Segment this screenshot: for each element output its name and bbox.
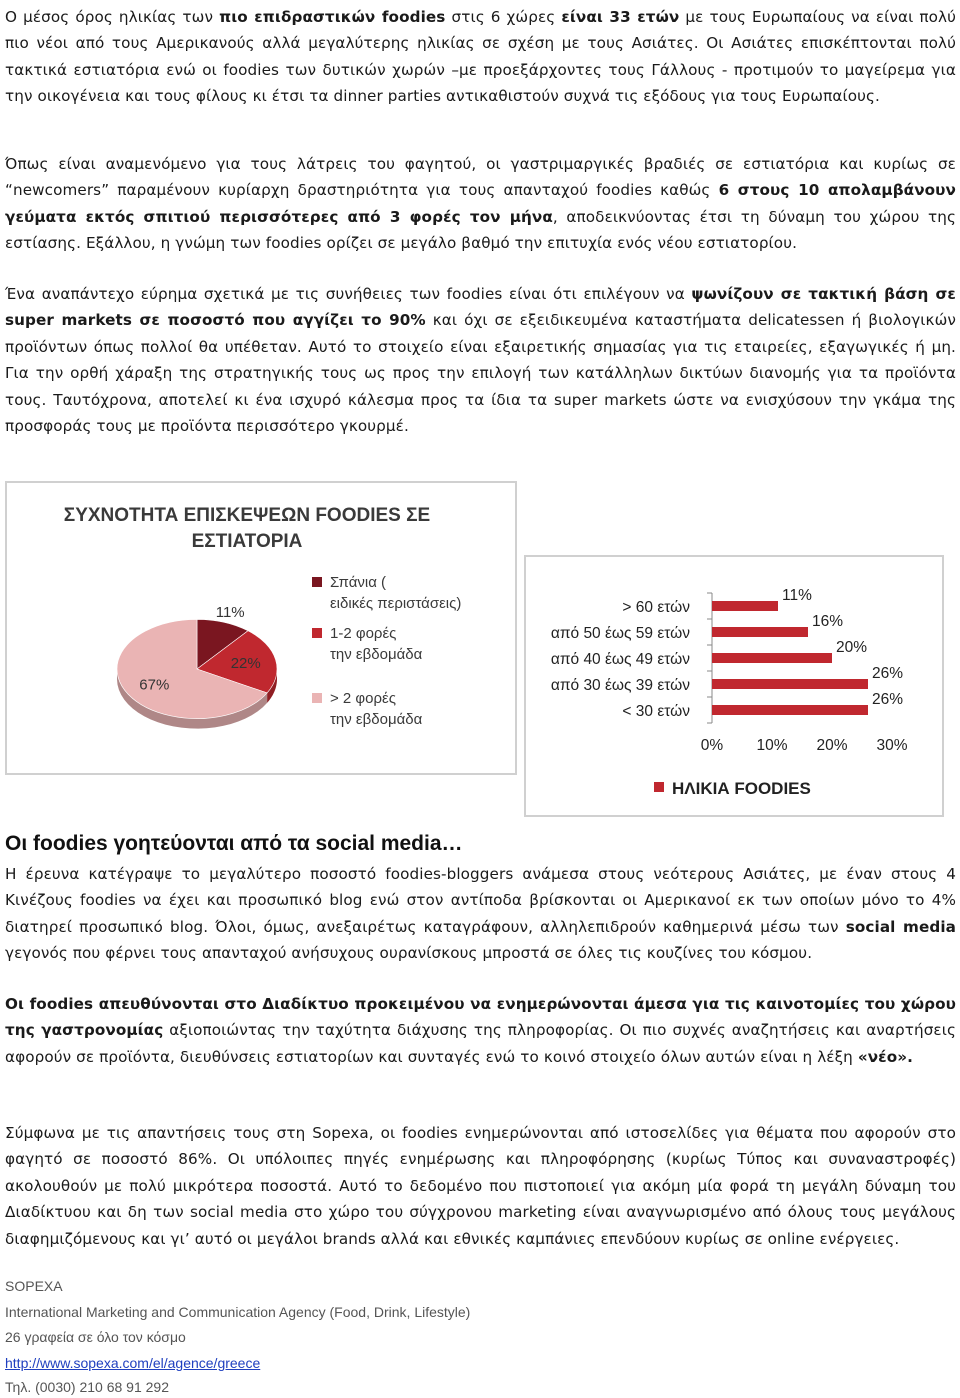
para5-segment: Οι foodies απευθύνονται στο Διαδίκτυο προκειμένου να ενημερώνονται άμεσα για τις καινοτομίες του χώρου της γαστρονομίας bbox=[5, 995, 956, 1040]
para2-segment: 6 στους 10 απολαμβάνουν γεύματα εκτός σπιτιού περισσότερες από 3 φορές τον μήνα bbox=[5, 181, 956, 226]
pie-legend-label: 1-2 φορές την εβδομάδα bbox=[330, 625, 423, 663]
bar-category-label: < 30 ετών bbox=[622, 703, 690, 720]
para1-segment: στις 6 χώρες bbox=[445, 8, 562, 26]
para2-segment: Όπως είναι αναμενόμενο για τους λάτρεις του φαγητού, οι γαστριμαργικές βραδιές σε εστιατόρια και κυρίως σε “newcomers” παραμένουν κυρίαρχη δραστηριότητα για τους απανταχού foodies καθώς bbox=[5, 155, 956, 200]
bar-data-label: 26% bbox=[872, 665, 904, 682]
para3-segment: Ένα αναπάντεχο εύρημα σχετικά με τις συνήθειες των foodies είναι ότι επιλέγουν να bbox=[5, 285, 692, 303]
para1-segment: Ο μέσος όρος ηλικίας των bbox=[5, 8, 220, 26]
pie-chart-svg bbox=[7, 483, 515, 773]
bar-x-tick-label: 0% bbox=[700, 737, 724, 754]
footer-url[interactable] bbox=[5, 1355, 260, 1371]
pie-legend-label: Σπάνια ( ειδικές περιστάσεις) bbox=[330, 574, 462, 612]
pie-data-label: 67% bbox=[139, 676, 170, 694]
bar-x-tick-label: 30% bbox=[876, 737, 908, 754]
bar-legend-label: ΗΛΙΚΙΑ FOODIES bbox=[672, 779, 811, 798]
pie-legend-swatch bbox=[312, 693, 322, 703]
bar bbox=[712, 705, 868, 715]
footer-url-link[interactable]: http://www.sopexa.com/el/agence/greece bbox=[5, 1355, 261, 1371]
bar-category-label: από 30 έως 39 ετών bbox=[550, 677, 690, 694]
bar-data-label: 26% bbox=[872, 691, 904, 708]
para4-segment: γεγονός που φέρνει τους απανταχού ανήσυχους ουρανίσκους μπροστά σε όλες τις κουζίνες του κόσμου. bbox=[5, 944, 813, 963]
bar-data-label: 11% bbox=[782, 587, 812, 604]
bar bbox=[712, 627, 808, 637]
pie-data-label: 11% bbox=[215, 603, 245, 621]
bar-legend-swatch bbox=[654, 782, 664, 792]
para1-segment: πιο επιδραστικών foodies bbox=[219, 8, 446, 26]
pie-chart-visit-frequency bbox=[5, 481, 517, 775]
section-heading-social-media: Οι foodies γοητεύονται από τα social media… bbox=[5, 832, 463, 855]
para3-segment: και όχι σε εξειδικευμένα καταστήματα delicatessen ή βιολογικών προϊόντων όπως πολλοί θα υπέθεταν. Αυτό το στοιχείο είναι εξαιρετικής σημασίας για τις εταιρείες, εξαγωγικές ή μη. Για την ορθή χάραξη της στρατηγικής τους ως προς την επιλογή των κατάλληλων δικτύων διανομής για τα προϊόντα τους. Ταυτόχρονα, αποτελεί κι ένα ισχυρό κάλεσμα προς τα ίδια τα super markets ώστε να ενισχύσουν την γκάμα της προσφοράς τους με προϊόντα περισσότερο γκουρμέ. bbox=[5, 311, 956, 436]
bar-category-label: από 40 έως 49 ετών bbox=[550, 651, 690, 668]
pie-legend-swatch bbox=[312, 628, 322, 638]
pie-chart-title: ΣΥΧΝΟΤΗΤΑ ΕΠΙΣΚΕΨΕΩΝ FOODIES ΣΕ ΕΣΤΙΑΤΟΡΙΑ bbox=[63, 505, 431, 552]
footer-description: International Marketing and Communication Agency (Food, Drink, Lifestyle) bbox=[5, 1304, 471, 1320]
bar bbox=[712, 601, 778, 611]
paragraph-age bbox=[5, 4, 956, 110]
bar-data-label: 20% bbox=[836, 639, 868, 656]
bar-chart-svg bbox=[526, 557, 942, 815]
bar-x-tick-label: 10% bbox=[756, 737, 788, 754]
bar-category-label: > 60 ετών bbox=[622, 599, 690, 616]
footer-company: SOPEXA bbox=[5, 1278, 63, 1294]
para4-segment: social media bbox=[845, 917, 957, 936]
pie-data-label: 22% bbox=[230, 655, 261, 673]
pie-legend-label: > 2 φορές την εβδομάδα bbox=[330, 690, 423, 728]
bar-category-label: από 50 έως 59 ετών bbox=[550, 625, 690, 642]
paragraph-sopexa-sources bbox=[5, 1120, 956, 1252]
bar bbox=[712, 679, 868, 689]
paragraph-internet bbox=[5, 991, 956, 1070]
bar-chart-foodies-age bbox=[524, 555, 944, 817]
bar-data-label: 16% bbox=[812, 613, 844, 630]
footer-offices: 26 γραφεία σε όλο τον κόσμο bbox=[5, 1329, 186, 1345]
para3-segment: ψωνίζουν σε τακτική βάση σε super markets σε ποσοστό που αγγίζει το 90% bbox=[5, 285, 956, 330]
para1-segment: είναι 33 ετών bbox=[561, 8, 680, 26]
para5-segment: «νέο». bbox=[857, 1047, 914, 1066]
para4-segment: Η έρευνα κατέγραψε το μεγαλύτερο ποσοστό foodies-bloggers ανάμεσα στους νεότερους Ασιάτες, με έναν στους 4 Κινέζους foodies να έχει και προσωπικό blog ενώ στον αντίποδα βρίσκονται οι Αμερικανοί εκ των οποίων μόνο το 4% διατηρεί προσωπικό blog. Όλοι, όμως, ανεξαιρέτως καταγράφουν, αλληλεπιδρούν καθημερινά μέσω των bbox=[5, 865, 956, 936]
para1-segment: με τους Ευρωπαίους να είναι πολύ πιο νέοι από τους Αμερικανούς αλλά μεγαλύτερης ηλικίας σε σχέση με τους Ασιάτες. Οι Ασιάτες επισκέπτονται πολύ τακτικά εστιατόρια ενώ οι foodies των δυτικών χωρών –με προεξάρχοντες τους Γάλλους - προτιμούν το μαγείρεμα για την οικογένεια και τους φίλους κι έτσι τα dinner parties αντικαθιστούν συχνά τις εξόδους για τους Ευρωπαίους. bbox=[5, 8, 956, 106]
pie-legend-swatch bbox=[312, 577, 322, 587]
bar bbox=[712, 653, 832, 663]
para5-segment: αξιοποιώντας την ταχύτητα διάχυσης της πληροφορίας. Οι πιο συχνές αναζητήσεις και αναρτήσεις αφορούν σε προϊόντα, διευθύνσεις εστιατορίων και συνταγές ενώ το κοινό στοιχείο όλων αυτών είναι η λέξη bbox=[5, 1021, 956, 1066]
para2-segment: , αποδεικνύοντας έτσι τη δύναμη του χώρου της εστίασης. Εξάλλου, η γνώμη των foodies ορίζει σε μεγάλο βαθμό την επιτυχία ενός νέου εστιατορίου. bbox=[5, 207, 956, 253]
para6-segment: Σύμφωνα με τις απαντήσεις τους στη Sopexa, οι foodies ενημερώνονται από ιστοσελίδες για θέματα που αφορούν στο φαγητό σε ποσοστό 86%. Οι υπόλοιπες πηγές ενημέρωσης και πληροφόρησης (κυρίως Τύπος και συναναστροφές) ακολουθούν με πολύ μικρότερα ποσοστά. Αυτό το δεδομένο που πιστοποιεί για ακόμη μία φορά τη μεγάλη δύναμη του Διαδίκτυου και δη των social media στο χώρο του σύγχρονου marketing είναι αναγνωρισμένο από όλους τους μεγάλους διαφημιζόμενους και γι’ αυτό οι μεγάλοι brands αλλά και εθνικές καμπάνιες επενδύουν κυρίως σε online ενέργειες. bbox=[5, 1124, 956, 1248]
paragraph-restaurants bbox=[5, 151, 956, 257]
bar-x-tick-label: 20% bbox=[816, 737, 848, 754]
footer-phone: Τηλ. (0030) 210 68 91 292 bbox=[5, 1379, 169, 1395]
paragraph-supermarkets bbox=[5, 281, 956, 439]
paragraph-bloggers bbox=[5, 861, 956, 967]
